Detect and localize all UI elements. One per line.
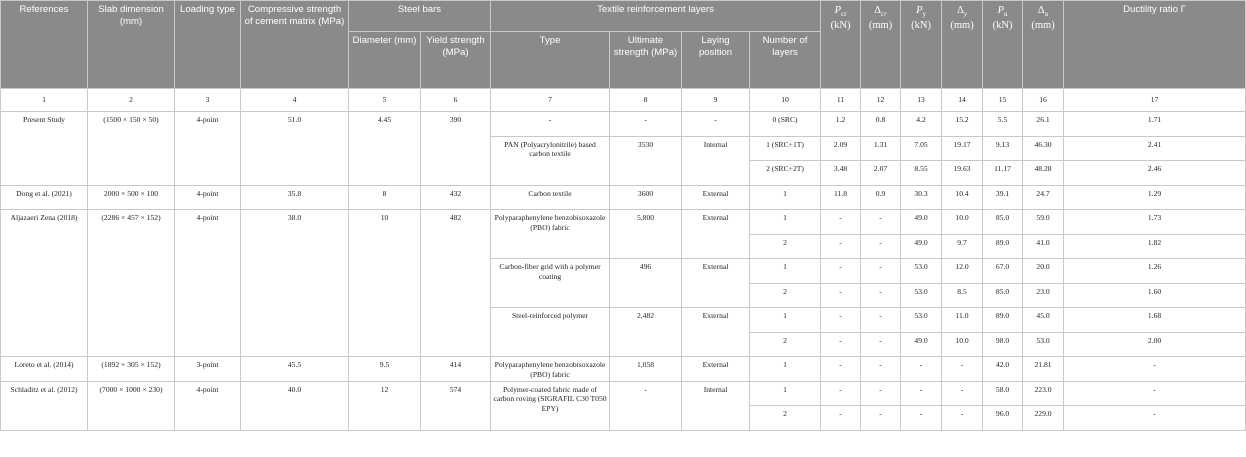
column-number: 4 [241, 89, 349, 112]
p-cr-cell: - [821, 234, 861, 259]
delta-y-cell: 11.0 [942, 308, 983, 333]
table-row [1, 381, 1246, 406]
diameter-cell: 8 [349, 185, 421, 210]
number-of-layers-cell: 1 (SRC+1T) [750, 136, 821, 161]
p-u-cell: 89.0 [983, 308, 1023, 333]
delta-u-cell: 229.0 [1023, 406, 1064, 431]
compressive-strength-cell: 45.5 [241, 357, 349, 382]
reference-cell: Present Study [1, 112, 88, 186]
p-y-cell: - [901, 381, 942, 406]
ductility-ratio-cell: 2.00 [1064, 332, 1246, 357]
p-u-cell: 9.13 [983, 136, 1023, 161]
laying-position-cell: External [682, 357, 750, 382]
ductility-ratio-cell: - [1064, 357, 1246, 382]
delta-y-cell: 10.4 [942, 185, 983, 210]
delta-y-cell: 8.5 [942, 283, 983, 308]
laying-position-cell: Internal [682, 381, 750, 430]
ductility-ratio-cell: 1.68 [1064, 308, 1246, 333]
column-number: 16 [1023, 89, 1064, 112]
textile-type-cell: PAN (Polyacrylonitrile) based carbon textile [491, 136, 610, 185]
laying-position-cell: External [682, 185, 750, 210]
header-p-u: $P_u$ (kN) [983, 1, 1023, 89]
header-steel-bars: Steel bars [349, 1, 491, 32]
delta-cr-cell: 0.9 [861, 185, 901, 210]
column-number: 11 [821, 89, 861, 112]
table-body [1, 89, 1246, 431]
delta-y-cell: - [942, 406, 983, 431]
column-number: 12 [861, 89, 901, 112]
ultimate-strength-cell: 3530 [610, 136, 682, 185]
header-delta-u: $\Delta_u$ (mm) [1023, 1, 1064, 89]
textile-type-cell: Steel-reinforced polymer [491, 308, 610, 357]
diameter-cell: 12 [349, 381, 421, 430]
header-ductility-ratio: Ductility ratio Γ [1064, 1, 1246, 89]
delta-y-cell: 15.2 [942, 112, 983, 137]
p-cr-cell: - [821, 357, 861, 382]
delta-u-cell: 26.1 [1023, 112, 1064, 137]
p-u-cell: 42.0 [983, 357, 1023, 382]
delta-u-cell: 20.0 [1023, 259, 1064, 284]
p-u-cell: 85.0 [983, 283, 1023, 308]
column-number-row [1, 89, 1246, 112]
column-number: 14 [942, 89, 983, 112]
ultimate-strength-cell: 496 [610, 259, 682, 308]
reference-cell: Loreto et al. (2014) [1, 357, 88, 382]
column-number: 7 [491, 89, 610, 112]
ultimate-strength-cell: - [610, 381, 682, 430]
yield-strength-cell: 414 [421, 357, 491, 382]
column-number: 6 [421, 89, 491, 112]
number-of-layers-cell: 1 [750, 210, 821, 235]
p-cr-cell: 11.8 [821, 185, 861, 210]
delta-cr-cell: 0.8 [861, 112, 901, 137]
number-of-layers-cell: 1 [750, 185, 821, 210]
header-slab-dimension: Slab dimension (mm) [88, 1, 175, 89]
header-p-y: $P_y$ (kN) [901, 1, 942, 89]
p-u-cell: 67.0 [983, 259, 1023, 284]
p-u-cell: 5.5 [983, 112, 1023, 137]
delta-cr-cell: - [861, 357, 901, 382]
delta-u-cell: 23.0 [1023, 283, 1064, 308]
p-y-cell: - [901, 357, 942, 382]
header-diameter: Diameter (mm) [349, 32, 421, 89]
table-row [1, 112, 1246, 137]
p-cr-cell: - [821, 381, 861, 406]
textile-type-cell: - [491, 112, 610, 137]
p-cr-cell: - [821, 283, 861, 308]
p-cr-cell: 3.48 [821, 161, 861, 186]
delta-u-cell: 48.28 [1023, 161, 1064, 186]
p-u-cell: 96.0 [983, 406, 1023, 431]
p-y-cell: 7.05 [901, 136, 942, 161]
header-loading-type: Loading type [175, 1, 241, 89]
yield-strength-cell: 574 [421, 381, 491, 430]
table-row [1, 210, 1246, 235]
ductility-ratio-cell: 1.71 [1064, 112, 1246, 137]
header-number-of-layers: Number of layers [750, 32, 821, 89]
p-u-cell: 85.0 [983, 210, 1023, 235]
loading-type-cell: 4-point [175, 210, 241, 357]
p-cr-cell: 1.2 [821, 112, 861, 137]
column-number: 10 [750, 89, 821, 112]
p-y-cell: - [901, 406, 942, 431]
slab-dimension-cell: (1500 × 150 × 50) [88, 112, 175, 186]
number-of-layers-cell: 1 [750, 308, 821, 333]
p-y-cell: 49.0 [901, 210, 942, 235]
ultimate-strength-cell: 1,058 [610, 357, 682, 382]
ductility-ratio-cell: 1.60 [1064, 283, 1246, 308]
delta-y-cell: - [942, 357, 983, 382]
delta-u-cell: 21.81 [1023, 357, 1064, 382]
number-of-layers-cell: 2 [750, 332, 821, 357]
p-cr-cell: - [821, 210, 861, 235]
delta-u-cell: 59.0 [1023, 210, 1064, 235]
slab-dimension-cell: (2286 × 457 × 152) [88, 210, 175, 357]
number-of-layers-cell: 2 [750, 234, 821, 259]
column-number: 17 [1064, 89, 1246, 112]
p-y-cell: 4.2 [901, 112, 942, 137]
ultimate-strength-cell: 5,800 [610, 210, 682, 259]
column-number: 8 [610, 89, 682, 112]
loading-type-cell: 4-point [175, 112, 241, 186]
delta-cr-cell: - [861, 210, 901, 235]
column-number: 3 [175, 89, 241, 112]
p-y-cell: 49.0 [901, 234, 942, 259]
number-of-layers-cell: 2 [750, 406, 821, 431]
compressive-strength-cell: 40.0 [241, 381, 349, 430]
compressive-strength-cell: 38.0 [241, 210, 349, 357]
header-type: Type [491, 32, 610, 89]
column-number: 2 [88, 89, 175, 112]
delta-cr-cell: - [861, 259, 901, 284]
delta-cr-cell: - [861, 406, 901, 431]
p-u-cell: 39.1 [983, 185, 1023, 210]
diameter-cell: 4.45 [349, 112, 421, 186]
header-p-cr: $P_{cr}$ (kN) [821, 1, 861, 89]
delta-cr-cell: 2.07 [861, 161, 901, 186]
table-row [1, 357, 1246, 382]
delta-cr-cell: - [861, 308, 901, 333]
loading-type-cell: 3-point [175, 357, 241, 382]
reference-cell: Schladitz et al. (2012) [1, 381, 88, 430]
delta-y-cell: 12.0 [942, 259, 983, 284]
header-laying-position: Laying position [682, 32, 750, 89]
yield-strength-cell: 432 [421, 185, 491, 210]
p-cr-cell: - [821, 406, 861, 431]
column-number: 1 [1, 89, 88, 112]
delta-u-cell: 24.7 [1023, 185, 1064, 210]
delta-u-cell: 46.30 [1023, 136, 1064, 161]
number-of-layers-cell: 0 (SRC) [750, 112, 821, 137]
delta-cr-cell: - [861, 283, 901, 308]
number-of-layers-cell: 2 (SRC+2T) [750, 161, 821, 186]
ductility-ratio-cell: 1.26 [1064, 259, 1246, 284]
p-u-cell: 58.0 [983, 381, 1023, 406]
p-y-cell: 49.0 [901, 332, 942, 357]
p-cr-cell: 2.09 [821, 136, 861, 161]
yield-strength-cell: 482 [421, 210, 491, 357]
laying-position-cell: External [682, 308, 750, 357]
textile-type-cell: Polymer-coated fabric made of carbon roving (SIGRAFIL C30 T050 EPY) [491, 381, 610, 430]
ductility-ratio-cell: 1.82 [1064, 234, 1246, 259]
diameter-cell: 9.5 [349, 357, 421, 382]
delta-cr-cell: - [861, 234, 901, 259]
p-y-cell: 53.0 [901, 308, 942, 333]
delta-cr-cell: - [861, 381, 901, 406]
p-cr-cell: - [821, 332, 861, 357]
header-references: References [1, 1, 88, 89]
p-y-cell: 53.0 [901, 259, 942, 284]
number-of-layers-cell: 1 [750, 259, 821, 284]
number-of-layers-cell: 1 [750, 357, 821, 382]
p-u-cell: 89.0 [983, 234, 1023, 259]
header-yield-strength: Yield strength (MPa) [421, 32, 491, 89]
column-number: 5 [349, 89, 421, 112]
table-header [1, 1, 1246, 89]
ductility-ratio-cell: 1.29 [1064, 185, 1246, 210]
ductility-ratio-cell: 2.46 [1064, 161, 1246, 186]
compressive-strength-cell: 35.8 [241, 185, 349, 210]
loading-type-cell: 4-point [175, 185, 241, 210]
delta-cr-cell: - [861, 332, 901, 357]
p-u-cell: 98.0 [983, 332, 1023, 357]
delta-cr-cell: 1.31 [861, 136, 901, 161]
column-number: 9 [682, 89, 750, 112]
p-u-cell: 11.17 [983, 161, 1023, 186]
delta-y-cell: 19.63 [942, 161, 983, 186]
textile-type-cell: Carbon-fiber grid with a polymer coating [491, 259, 610, 308]
laying-position-cell: External [682, 259, 750, 308]
number-of-layers-cell: 1 [750, 381, 821, 406]
ultimate-strength-cell: 2,482 [610, 308, 682, 357]
reference-cell: Dong et al. (2021) [1, 185, 88, 210]
delta-y-cell: 9.7 [942, 234, 983, 259]
header-delta-cr: $\Delta_{cr}$ (mm) [861, 1, 901, 89]
textile-type-cell: Carbon textile [491, 185, 610, 210]
laying-position-cell: - [682, 112, 750, 137]
ductility-ratio-cell: 1.73 [1064, 210, 1246, 235]
ductility-ratio-cell: - [1064, 406, 1246, 431]
slab-dimension-cell: 2000 × 500 × 100 [88, 185, 175, 210]
yield-strength-cell: 390 [421, 112, 491, 186]
ultimate-strength-cell: 3600 [610, 185, 682, 210]
header-delta-y: $\Delta_y$ (mm) [942, 1, 983, 89]
delta-u-cell: 41.0 [1023, 234, 1064, 259]
compressive-strength-cell: 51.0 [241, 112, 349, 186]
table-row [1, 185, 1246, 210]
delta-u-cell: 45.0 [1023, 308, 1064, 333]
reference-cell: Aljazaeri Zena (2018) [1, 210, 88, 357]
header-textile-layers: Textile reinforcement layers [491, 1, 821, 32]
loading-type-cell: 4-point [175, 381, 241, 430]
delta-u-cell: 53.0 [1023, 332, 1064, 357]
ultimate-strength-cell: - [610, 112, 682, 137]
slab-dimension-cell: (7000 × 1000 × 230) [88, 381, 175, 430]
delta-u-cell: 223.0 [1023, 381, 1064, 406]
textile-type-cell: Polyparaphenylene benzobisoxazole (PBO) fabric [491, 210, 610, 259]
p-cr-cell: - [821, 308, 861, 333]
number-of-layers-cell: 2 [750, 283, 821, 308]
header-compressive-strength: Compressive strength of cement matrix (MPa) [241, 1, 349, 89]
delta-y-cell: 19.17 [942, 136, 983, 161]
diameter-cell: 10 [349, 210, 421, 357]
p-y-cell: 30.3 [901, 185, 942, 210]
column-number: 13 [901, 89, 942, 112]
textile-type-cell: Polyparaphenylene benzobisoxazole (PBO) fabric [491, 357, 610, 382]
delta-y-cell: 10.0 [942, 332, 983, 357]
delta-y-cell: - [942, 381, 983, 406]
slab-dimension-cell: (1892 × 305 × 152) [88, 357, 175, 382]
ductility-ratio-cell: 2.41 [1064, 136, 1246, 161]
header-ultimate-strength: Ultimate strength (MPa) [610, 32, 682, 89]
column-number: 15 [983, 89, 1023, 112]
laying-position-cell: External [682, 210, 750, 259]
laying-position-cell: Internal [682, 136, 750, 185]
p-y-cell: 8.55 [901, 161, 942, 186]
ductility-ratio-cell: - [1064, 381, 1246, 406]
p-cr-cell: - [821, 259, 861, 284]
p-y-cell: 53.0 [901, 283, 942, 308]
delta-y-cell: 10.0 [942, 210, 983, 235]
